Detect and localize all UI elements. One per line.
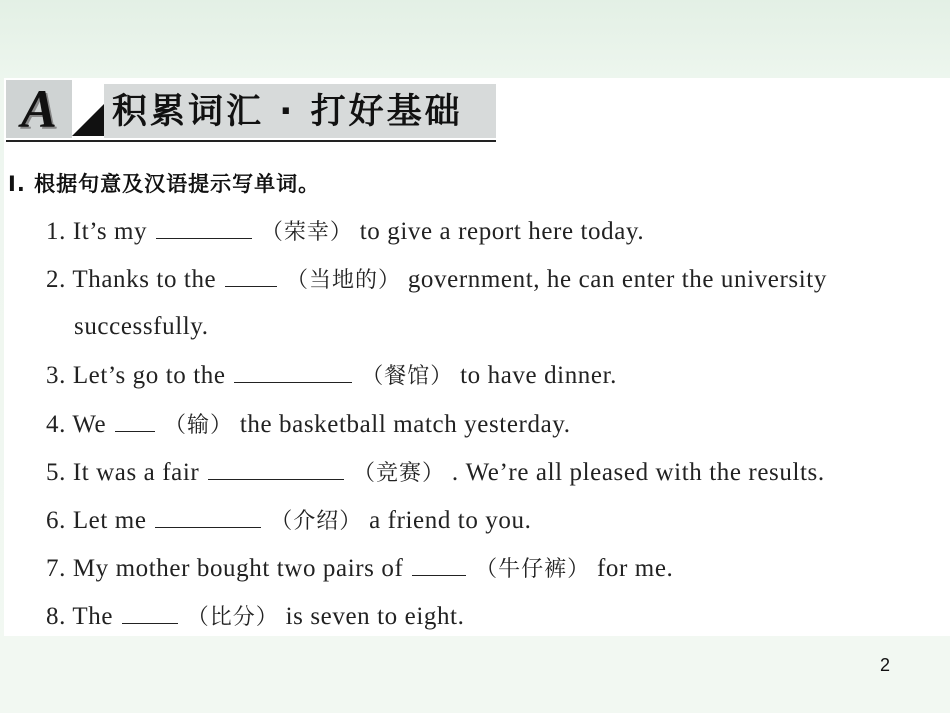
item-hint: （荣幸） (260, 220, 353, 245)
answer-blank[interactable] (156, 216, 252, 239)
answer-blank[interactable] (208, 457, 344, 480)
item-number: 1. (46, 218, 66, 245)
item-text-after: government, he can enter the university (407, 266, 827, 293)
item-text-after: to have dinner. (460, 362, 618, 389)
exercise-item (46, 264, 827, 296)
answer-blank[interactable] (412, 553, 466, 576)
exercise-item (46, 601, 464, 633)
answer-blank[interactable] (115, 409, 155, 432)
item-text-before: We (72, 411, 114, 438)
item-number: 4. (46, 411, 66, 438)
header-title: 积累词汇 · 打好基础 (112, 92, 463, 132)
item-number: 2. (46, 266, 66, 293)
answer-blank[interactable] (155, 505, 261, 528)
item-number: 5. (46, 459, 66, 486)
answer-blank[interactable] (225, 264, 277, 287)
item-text-before: Let’s go to the (72, 362, 233, 389)
section-badge (6, 80, 72, 138)
exercise-item-continuation (74, 312, 209, 342)
item-hint: （牛仔裤） (475, 557, 591, 582)
exercise-item (46, 360, 617, 392)
item-number: 7. (46, 555, 66, 582)
item-hint: （竞赛） (353, 461, 446, 486)
item-hint: （当地的） (285, 268, 401, 293)
header-rule (6, 140, 496, 142)
item-hint: （介绍） (270, 509, 363, 534)
item-text-after: a friend to you. (369, 507, 532, 534)
item-text-after: the basketball match yesterday. (239, 411, 571, 438)
answer-blank[interactable] (234, 360, 352, 383)
item-text-after: to give a report here today. (359, 218, 645, 245)
item-text-before: It’s my (72, 218, 155, 245)
exercise-item (46, 457, 825, 489)
item-number: 6. (46, 507, 66, 534)
item-text-after: for me. (596, 555, 674, 582)
item-hint: （餐馆） (361, 364, 454, 389)
item-text-after: is seven to eight. (285, 603, 465, 630)
item-text-before: The (72, 603, 120, 630)
item-hint: （输） (163, 413, 233, 438)
item-text-before: It was a fair (72, 459, 207, 486)
item-text-before: successfully. (74, 313, 209, 340)
item-hint: （比分） (186, 605, 279, 630)
item-text-before: Thanks to the (72, 266, 224, 293)
badge-letter: A (20, 79, 58, 139)
answer-blank[interactable] (122, 601, 178, 624)
exercise-item (46, 505, 531, 537)
item-text-before: Let me (72, 507, 154, 534)
exercise-instruction: Ⅰ. 根据句意及汉语提示写单词。 (8, 172, 321, 196)
section-header (6, 80, 496, 142)
item-number: 3. (46, 362, 66, 389)
page-number: 2 (880, 655, 891, 675)
slide-background-top (0, 0, 950, 78)
exercise-item (46, 553, 673, 585)
item-text-after: . We’re all pleased with the results. (451, 459, 825, 486)
exercise-item (46, 409, 571, 441)
item-text-before: My mother bought two pairs of (72, 555, 411, 582)
item-number: 8. (46, 603, 66, 630)
badge-triangle-icon (72, 104, 104, 136)
exercise-item (46, 216, 644, 248)
